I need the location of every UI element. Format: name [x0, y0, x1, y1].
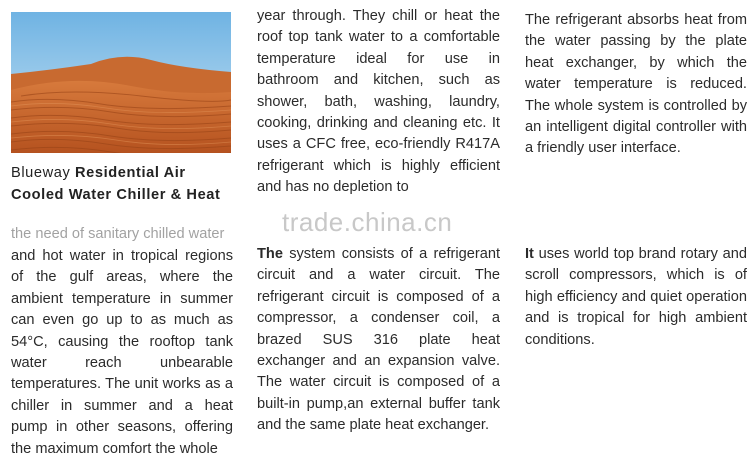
column-2-paragraph-1: year through. They chill or heat the roof top tank water to a comfortable temperature ideal for use in bathroom and kitchen, such as shower, bath, washing, laundry, cooking, drinking and cleaning etc. It uses a CFC free, eco-friendly R417A refrigerant which is highly efficient and has no depletion to: [257, 8, 500, 196]
column-2-paragraph-2: [257, 244, 500, 437]
desert-photo: [11, 12, 231, 153]
column-1-paragraph: and hot water in tropical regions of the gulf areas, where the ambient temperature in summer can even go up to as much as 54°C, causing the rooftop tank water reach unbearable temperatures. The unit works as a chiller in summer and a heat pump in other seasons, offering the maximum comfort the whole: [11, 248, 233, 457]
caption-title: Residential Air Cooled Water Chiller & Heat: [11, 165, 221, 203]
product-caption: [11, 163, 233, 206]
cut-off-line: the need of sanitary chilled water: [11, 226, 225, 242]
column-3-paragraph-1: The refrigerant absorbs heat from the water passing by the plate heat exchanger, by which the water temperature is reduced. The whole system is controlled by an intelligent digital controller with a friendly user interface.: [525, 12, 747, 157]
paragraph-body: uses world top brand rotary and scroll compressors, which is of high efficiency and quiet operation and is tropical for high ambient conditions.: [525, 246, 747, 348]
column-2-top: [257, 6, 500, 199]
paragraph-lead-word: It: [525, 246, 534, 262]
site-watermark: trade.china.cn: [282, 207, 453, 237]
brand-name: Blueway: [11, 165, 71, 181]
column-1-text: [11, 246, 233, 460]
column-3-top: [525, 10, 747, 160]
column-3-bottom: [525, 244, 747, 351]
paragraph-body: system consists of a refrigerant circuit and a water circuit. The refrigerant circuit is composed of a compressor, a condenser coil, a brazed SUS 316 plate heat exchanger and an expansion valve. The water circuit is composed of a built-in pump,an external buffer tank and the same plate heat exchanger.: [257, 246, 500, 434]
column-3-paragraph-2: [525, 244, 747, 351]
column-2-bottom: [257, 244, 500, 437]
paragraph-lead-word: The: [257, 246, 283, 262]
